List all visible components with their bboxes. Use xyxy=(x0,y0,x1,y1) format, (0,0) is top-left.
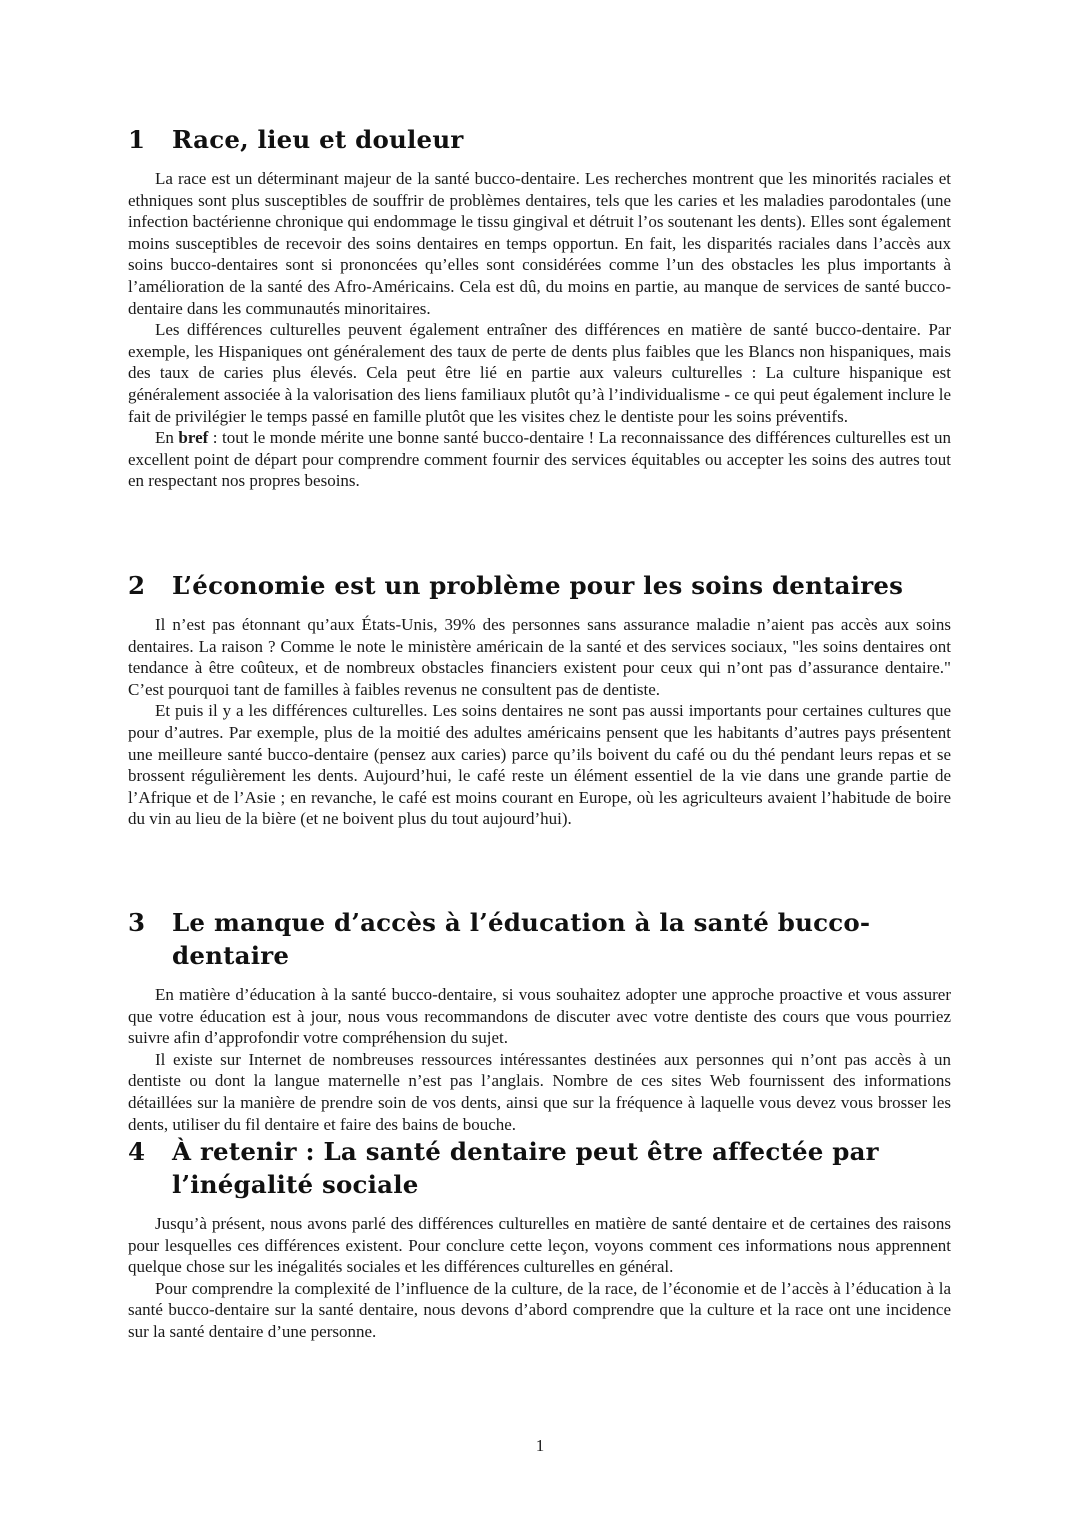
section-heading xyxy=(128,123,951,156)
paragraph: Jusqu’à présent, nous avons parlé des différences culturelles en matière de santé dentaire et de certaines des raisons pour lesquelles ces différences existent. Pour conclure cette leçon, voyons comment ces informations nous apprennent quelque chose sur les inégalités sociales et les différences culturelles en général. xyxy=(128,1214,951,1277)
section-title: Le manque d’accès à l’éducation à la santé bucco-dentaire xyxy=(172,908,871,970)
paragraph: Il n’est pas étonnant qu’aux États-Unis, 39% des personnes sans assurance maladie n’aient pas accès aux soins dentaires. La raison ? Comme le note le ministère américain de la santé et des services sociaux, "les soins dentaires ont tendance à être coûteux, et de nombreux obstacles financiers existent pour ceux qui n’ont pas d’assurance dentaire." C’est pourquoi tant de familles à faibles revenus ne consultent pas de dentiste. xyxy=(128,615,951,699)
closing-prefix: En xyxy=(155,428,179,448)
section-4 xyxy=(128,1135,951,1343)
section-heading xyxy=(128,569,951,602)
paragraph: Il existe sur Internet de nombreuses ressources intéressantes destinées aux personnes qui n’ont pas accès à un dentiste ou dont la langue maternelle n’est pas l’anglais. Nombre de ces sites Web fournissent des informations détaillées sur la manière de prendre soin de vos dents, ainsi que sur la fréquence à laquelle vous devez vous brosser les dents, utiliser du fil dentaire et faire des bains de bouche. xyxy=(128,1049,951,1134)
section-heading xyxy=(128,906,951,972)
section-heading xyxy=(128,1135,951,1201)
section-number: 1 xyxy=(128,125,146,154)
paragraph: Pour comprendre la complexité de l’influence de la culture, de la race, de l’économie et de l’accès à l’éducation à la santé bucco-dentaire sur la santé dentaire, nous devons d’abord comprendre que la culture et la race ont une incidence sur la santé dentaire d’une personne. xyxy=(128,1278,951,1341)
section-number: 3 xyxy=(128,908,146,937)
paragraph xyxy=(128,427,951,492)
section-title: Race, lieu et douleur xyxy=(172,125,464,154)
paragraph: Et puis il y a les différences culturelles. Les soins dentaires ne sont pas aussi importants pour certaines cultures que pour d’autres. Par exemple, plus de la moitié des adultes américains pensent que les habitants d’autres pays présentent une meilleure santé bucco-dentaire (pensez aux caries) parce qu’ils boivent du café ou du thé pendant leurs repas et se brossent régulièrement les dents. Aujourd’hui, le café reste un élément essentiel de la vie dans une grande partie de l’Afrique et de l’Asie ; en revanche, le café est moins courant en Europe, où les agriculteurs avaient l’habitude de boire du vin au lieu de la bière (et ne boivent plus du tout aujourd’hui). xyxy=(128,701,951,829)
section-number: 4 xyxy=(128,1137,146,1166)
section-number: 2 xyxy=(128,571,146,600)
section-2 xyxy=(128,569,951,830)
section-3 xyxy=(128,906,951,1135)
section-title: L’économie est un problème pour les soins dentaires xyxy=(172,571,904,600)
paragraph: Les différences culturelles peuvent également entraîner des différences en matière de santé bucco-dentaire. Par exemple, les Hispaniques ont généralement des taux de perte de dents plus faibles que les Blancs non hispaniques, mais des taux de caries plus élevés. Cela peut être lié en partie aux valeurs culturelles : La culture hispanique est généralement associée à la valorisation des liens familiaux plutôt qu’à l’individualisme - ce qui peut également inclure le fait de privilégier le temps passé en famille plutôt que les visites chez le dentiste pour les soins préventifs. xyxy=(128,320,951,426)
closing-text: : tout le monde mérite une bonne santé bucco-dentaire ! La reconnaissance des différences culturelles est un excellent point de départ pour comprendre comment fournir des services équitables ou accepter les soins des autres tout en respectant nos propres besoins. xyxy=(128,428,951,491)
section-1 xyxy=(128,123,951,492)
section-title: À retenir : La santé dentaire peut être affectée par l’inégalité sociale xyxy=(172,1137,879,1199)
page-number: 1 xyxy=(535,1436,545,1455)
paragraph: En matière d’éducation à la santé bucco-dentaire, si vous souhaitez adopter une approche proactive et vous assurer que votre éducation est à jour, nous vous recommandons de discuter avec votre dentiste des cours que vous pourriez suivre afin d’approfondir votre compréhension du sujet. xyxy=(128,985,951,1048)
paragraph: La race est un déterminant majeur de la santé bucco-dentaire. Les recherches montrent que les minorités raciales et ethniques sont plus susceptibles de souffrir de problèmes dentaires, tels que les caries et les maladies parodontales (une infection bactérienne chronique qui endommage le tissu gingival et détruit l’os soutenant les dents). Elles sont également moins susceptibles de recevoir des soins dentaires en temps opportun. En fait, les disparités raciales dans l’accès aux soins bucco-dentaires sont si prononcées qu’elles sont considérées comme l’un des obstacles les plus importants à l’amélioration de la santé des Afro-Américains. Cela est dû, du moins en partie, au manque de services de santé bucco-dentaire dans les communautés minoritaires. xyxy=(128,169,951,318)
bold-term: bref xyxy=(178,428,209,448)
